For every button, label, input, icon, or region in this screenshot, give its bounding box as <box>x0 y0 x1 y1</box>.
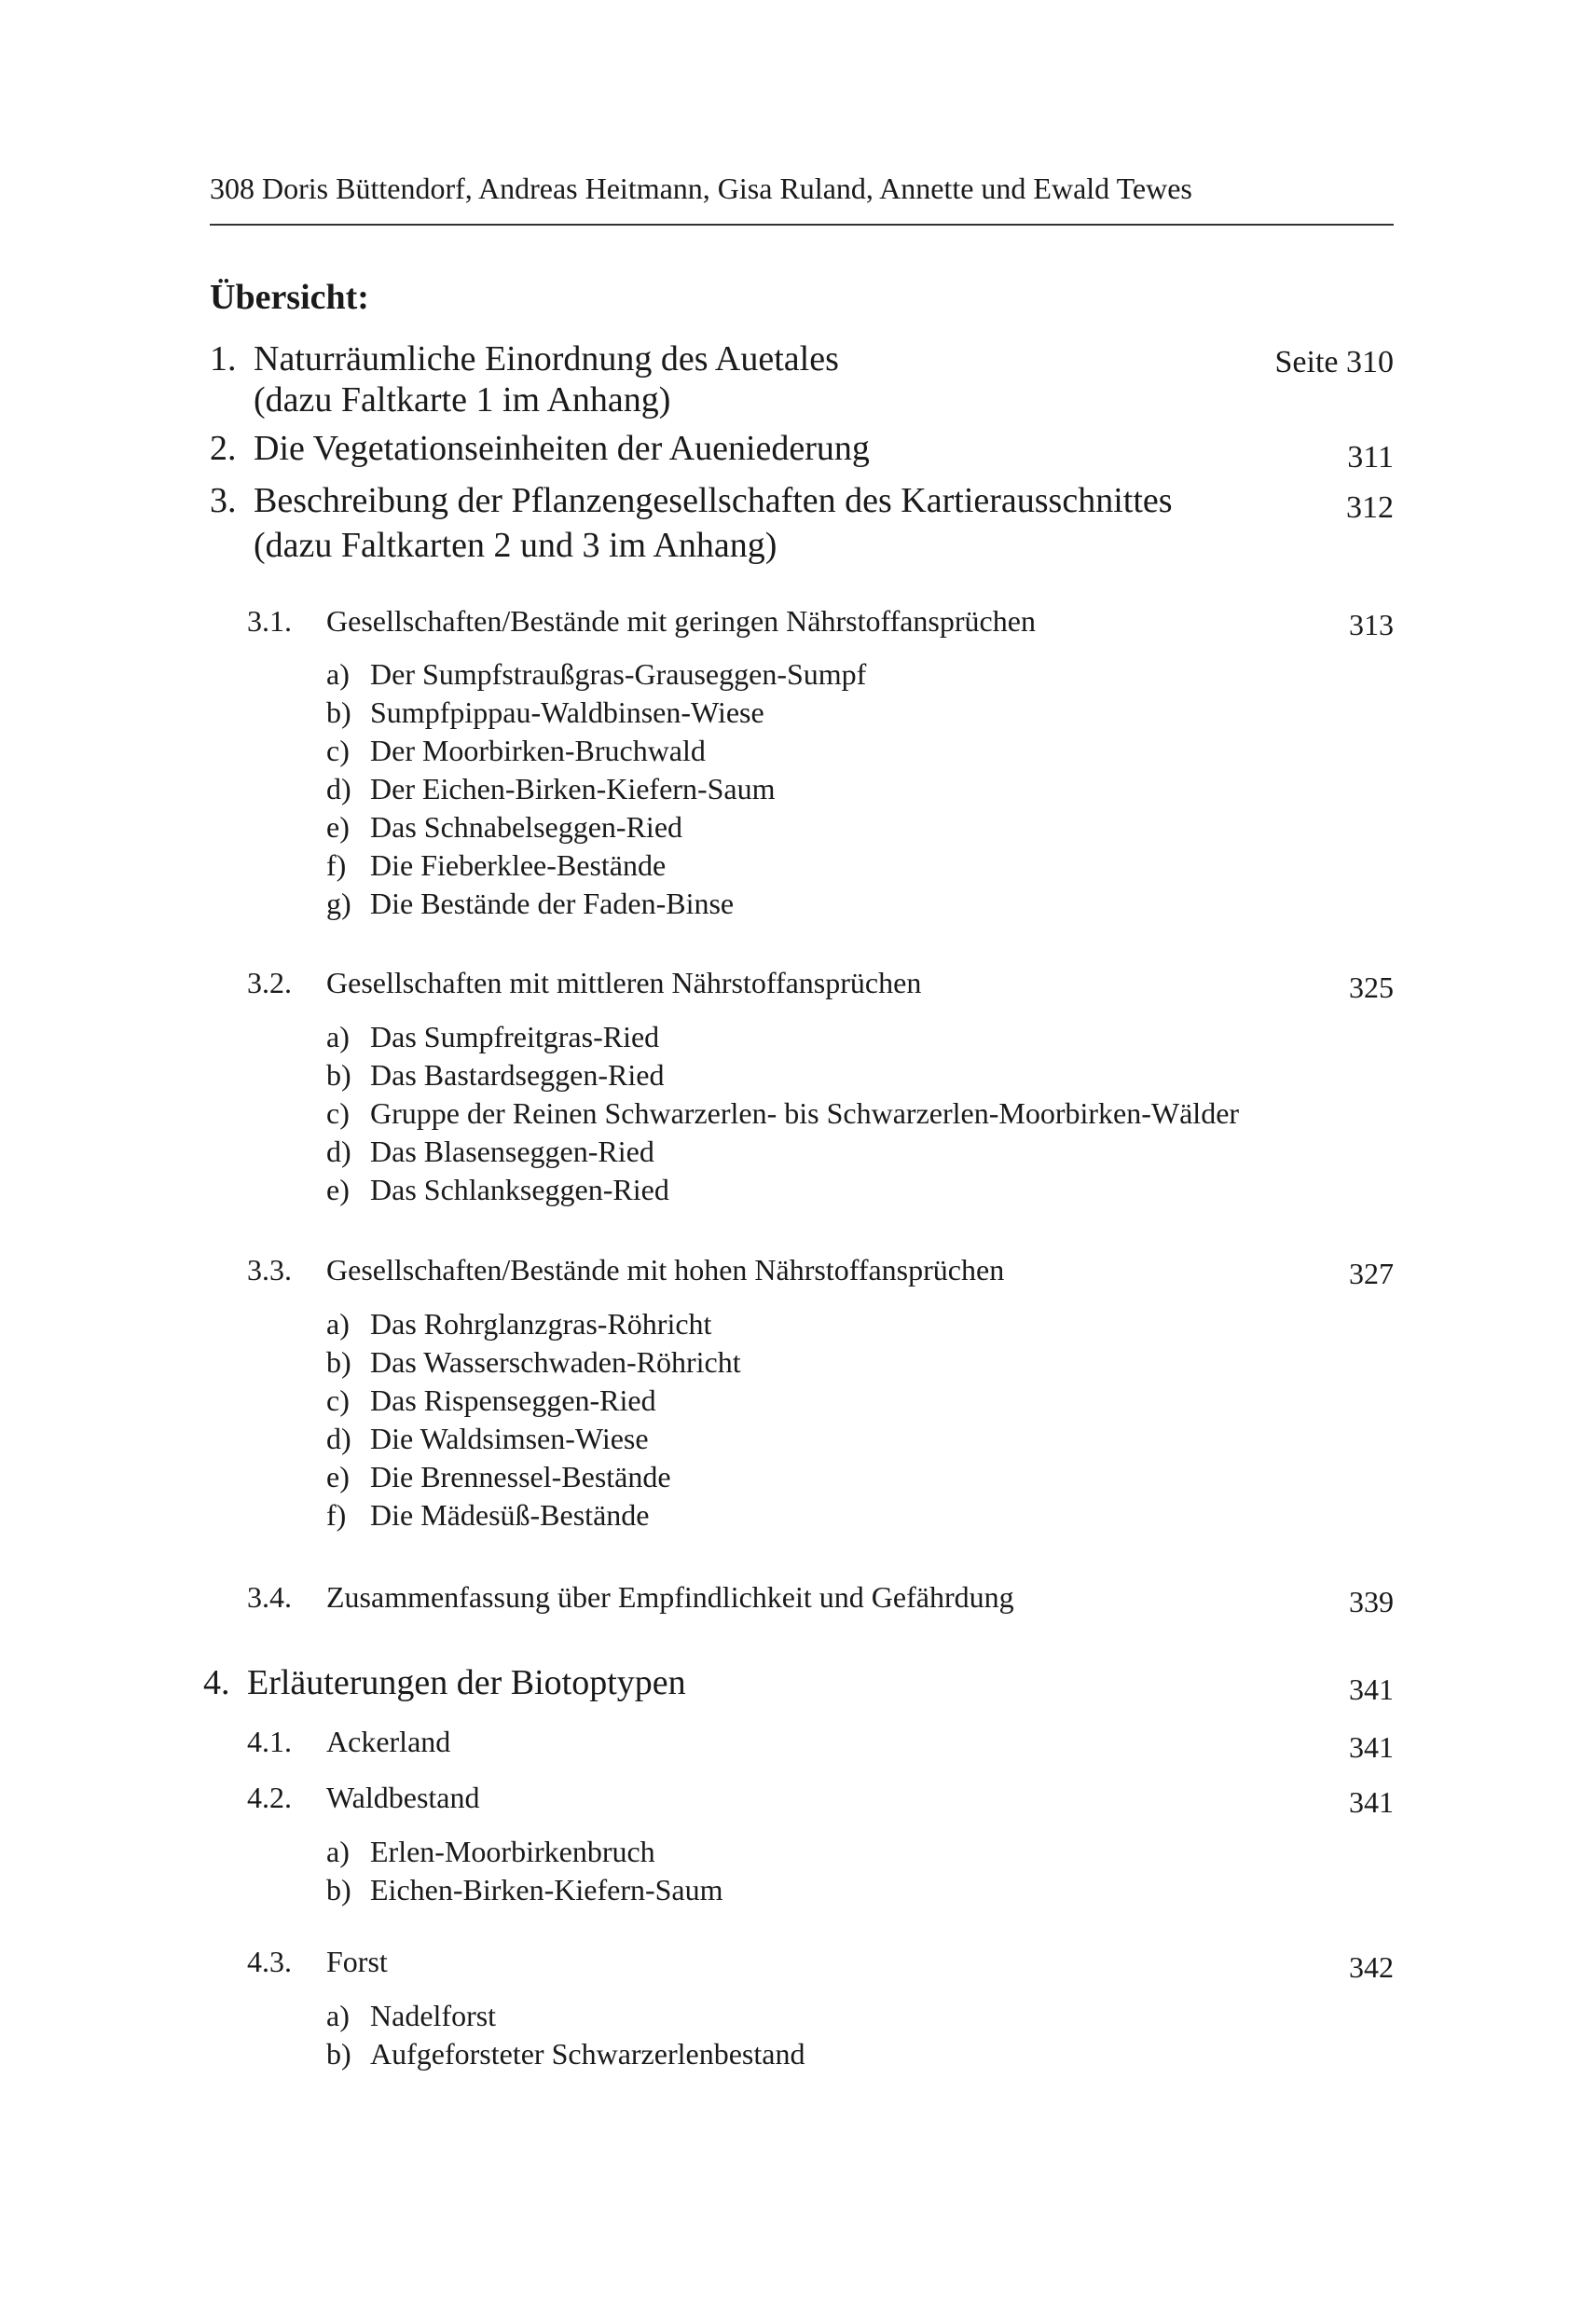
toc-title-3-2: Gesellschaften mit mittleren Nährstoffansprüchen <box>326 966 922 999</box>
toc-title-4-3: Forst <box>326 1945 388 1978</box>
toc-item-letter: a) <box>326 1835 350 1868</box>
toc-item-letter: b) <box>326 2037 351 2071</box>
toc-item-text: Gruppe der Reinen Schwarzerlen- bis Schwarzerlen-Moorbirken-Wälder <box>370 1096 1240 1130</box>
toc-page-3-1: 313 <box>1349 608 1394 641</box>
page-title: Übersicht: <box>210 278 369 317</box>
toc-item-text: Der Eichen-Birken-Kiefern-Saum <box>370 772 776 805</box>
toc-page-3: 312 <box>1346 490 1394 525</box>
toc-item-text: Das Blasenseggen-Ried <box>370 1135 654 1168</box>
toc-number-3-4: 3.4. <box>247 1580 292 1614</box>
toc-item-letter: d) <box>326 1135 351 1168</box>
toc-item-text: Das Schnabelseggen-Ried <box>370 810 683 844</box>
toc-number-4-1: 4.1. <box>247 1725 292 1758</box>
toc-item-letter: a) <box>326 1020 350 1053</box>
running-header: 308 Doris Büttendorf, Andreas Heitmann, Gisa Ruland, Annette und Ewald Tewes <box>210 172 1192 205</box>
toc-item-text: Die Waldsimsen-Wiese <box>370 1422 649 1455</box>
toc-item-text: Das Rispenseggen-Ried <box>370 1383 656 1417</box>
toc-item-letter: b) <box>326 1873 351 1906</box>
toc-title-2: Die Vegetationseinheiten der Aueniederung <box>254 429 870 468</box>
toc-number-3-3: 3.3. <box>247 1253 292 1287</box>
toc-item-letter: c) <box>326 1096 350 1130</box>
toc-page-3-3: 327 <box>1349 1257 1394 1290</box>
toc-item-letter: g) <box>326 887 351 920</box>
toc-page-3-4: 339 <box>1349 1585 1394 1618</box>
toc-number-4-2: 4.2. <box>247 1781 292 1814</box>
toc-item-text: Das Wasserschwaden-Röhricht <box>370 1345 741 1379</box>
toc-item-text: Eichen-Birken-Kiefern-Saum <box>370 1873 723 1906</box>
toc-item-text: Nadelforst <box>370 1999 497 2032</box>
toc-page-4-2: 341 <box>1349 1785 1394 1819</box>
toc-item-letter: f) <box>326 1498 347 1532</box>
toc-item-letter: f) <box>326 848 347 882</box>
toc-item-letter: c) <box>326 734 350 767</box>
toc-number-3-2: 3.2. <box>247 966 292 999</box>
toc-title-4: Erläuterungen der Biotoptypen <box>247 1663 686 1702</box>
toc-item-letter: a) <box>326 1307 350 1341</box>
toc-page-4-3: 342 <box>1349 1950 1394 1984</box>
toc-page-4: 341 <box>1349 1672 1394 1706</box>
toc-item-text: Die Fieberklee-Bestände <box>370 848 667 882</box>
toc-title-1-line2: (dazu Faltkarte 1 im Anhang) <box>254 380 671 420</box>
toc-item-text: Erlen-Moorbirkenbruch <box>370 1835 655 1868</box>
toc-item-letter: e) <box>326 1173 350 1206</box>
toc-item-letter: b) <box>326 1345 351 1379</box>
toc-item-text: Das Rohrglanzgras-Röhricht <box>370 1307 712 1341</box>
toc-number-3: 3. <box>210 481 237 520</box>
toc-item-text: Die Brennessel-Bestände <box>370 1460 671 1493</box>
toc-page-4-1: 341 <box>1349 1730 1394 1764</box>
toc-page-3-2: 325 <box>1349 970 1394 1004</box>
toc-title-3-line2: (dazu Faltkarten 2 und 3 im Anhang) <box>254 526 777 565</box>
toc-item-text: Sumpfpippau-Waldbinsen-Wiese <box>370 695 764 729</box>
toc-item-letter: b) <box>326 1058 351 1092</box>
toc-item-letter: d) <box>326 1422 351 1455</box>
toc-title-1: Naturräumliche Einordnung des Auetales <box>254 339 839 378</box>
toc-item-text: Die Mädesüß-Bestände <box>370 1498 650 1532</box>
toc-item-letter: e) <box>326 810 350 844</box>
toc-number-1: 1. <box>210 339 237 378</box>
toc-title-3-4: Zusammenfassung über Empfindlichkeit und Gefährdung <box>326 1580 1014 1614</box>
toc-item-letter: b) <box>326 695 351 729</box>
toc-item-letter: c) <box>326 1383 350 1417</box>
toc-page-2: 311 <box>1347 440 1394 475</box>
toc-title-4-2: Waldbestand <box>326 1781 480 1814</box>
toc-item-text: Das Schlankseggen-Ried <box>370 1173 669 1206</box>
toc-number-4: 4. <box>203 1663 230 1702</box>
toc-item-letter: e) <box>326 1460 350 1493</box>
toc-title-4-1: Ackerland <box>326 1725 451 1758</box>
toc-title-3: Beschreibung der Pflanzengesellschaften des Kartierausschnittes <box>254 481 1173 520</box>
toc-page-1: Seite 310 <box>1274 345 1394 379</box>
toc-item-text: Die Bestände der Faden-Binse <box>370 887 735 920</box>
toc-item-letter: a) <box>326 1999 350 2032</box>
toc-title-3-1: Gesellschaften/Bestände mit geringen Nährstoffansprüchen <box>326 604 1036 638</box>
toc-item-letter: a) <box>326 657 350 691</box>
toc-number-4-3: 4.3. <box>247 1945 292 1978</box>
toc-item-text: Das Bastardseggen-Ried <box>370 1058 665 1092</box>
toc-item-text: Der Sumpfstraußgras-Grauseggen-Sumpf <box>370 657 867 691</box>
header-rule <box>210 224 1394 226</box>
toc-title-3-3: Gesellschaften/Bestände mit hohen Nährstoffansprüchen <box>326 1253 1005 1287</box>
toc-item-text: Das Sumpfreitgras-Ried <box>370 1020 660 1053</box>
toc-item-letter: d) <box>326 772 351 805</box>
toc-number-2: 2. <box>210 429 237 468</box>
toc-number-3-1: 3.1. <box>247 604 292 638</box>
toc-item-text: Aufgeforsteter Schwarzerlenbestand <box>370 2037 805 2071</box>
toc-item-text: Der Moorbirken-Bruchwald <box>370 734 706 767</box>
